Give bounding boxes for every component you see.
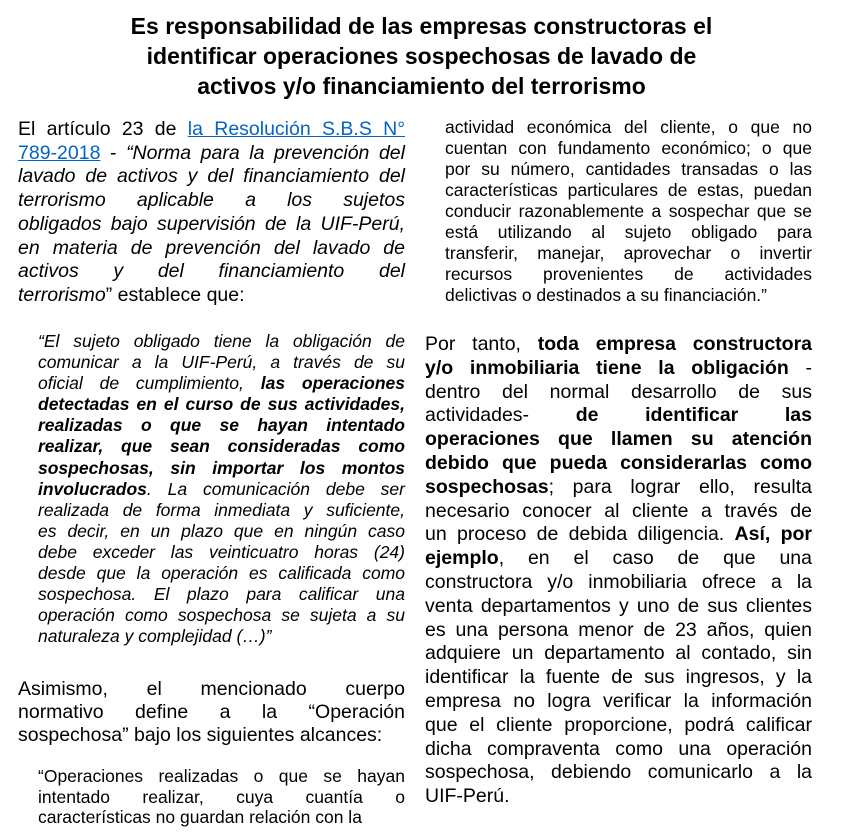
text-run: transferir, manejar, aprovechar o invertir	[445, 243, 812, 263]
text-line	[445, 180, 812, 201]
text-line	[445, 138, 812, 159]
text-run: -	[788, 356, 812, 379]
italic-text: terrorismo	[18, 283, 106, 306]
text-line	[445, 117, 812, 138]
text-run: constructora y/o inmobiliaria ofrece a la	[425, 570, 812, 593]
text-line	[425, 547, 812, 571]
text-line	[38, 605, 405, 626]
text-line	[445, 264, 812, 285]
bold-text: debido que pueda considerarlas como	[425, 451, 812, 474]
italic-text: en materia de prevención del lavado de	[18, 236, 405, 259]
italic-text: oficial de cumplimiento,	[38, 373, 261, 394]
text-run: ; para lograr ello, resulta	[548, 475, 812, 498]
text-line	[38, 807, 405, 828]
text-run: identificar la fuente de sus ingresos, y la	[425, 666, 812, 689]
text-run: necesario conocer al cliente a través de	[425, 499, 812, 522]
text-run: recursos provenientes de actividades	[445, 264, 812, 284]
italic-text: realizada de forma inmediata y suficiente,	[38, 499, 405, 520]
text-line	[425, 714, 812, 738]
text-line	[18, 724, 405, 747]
italic-text: obligados bajo supervisión de la UIF-Perú,	[18, 212, 405, 235]
text-line	[425, 619, 812, 643]
text-line	[425, 690, 812, 714]
text-run: intentado realizar, cuya cuantía o	[38, 786, 405, 807]
bold-text: Así, por	[734, 523, 813, 546]
text-line	[18, 142, 405, 166]
text-line	[18, 165, 405, 189]
text-line	[18, 284, 405, 308]
italic-text: sospechosa. El plazo para calificar una	[38, 584, 405, 605]
text-line	[38, 436, 405, 457]
text-line	[38, 542, 405, 563]
text-line	[38, 500, 405, 521]
italic-text: naturaleza y complejidad (…)”	[38, 626, 272, 647]
title-line: Es responsabilidad de las empresas constructoras el	[130, 13, 713, 39]
bold-text: de identificar las	[575, 404, 813, 427]
text-run: características particulares de estas, puedan	[445, 180, 812, 200]
text-line	[38, 352, 405, 373]
text-line	[425, 523, 812, 547]
text-run: actividad económica del cliente, o que no	[445, 117, 812, 137]
text-run: es una persona menor de 23 años, quien	[425, 618, 812, 641]
text-run: Asimismo, el mencionado cuerpo	[18, 678, 405, 700]
resolution-link[interactable]: la Resolución S.B.S N°	[187, 118, 405, 140]
text-line	[38, 626, 405, 647]
text-run: dentro del normal desarrollo de sus	[425, 380, 812, 403]
text-run: dicha compraventa como una operación	[425, 737, 812, 760]
title-line: identificar operaciones sospechosas de lavado de	[146, 43, 697, 69]
text-line	[425, 404, 812, 428]
text-line	[18, 701, 405, 724]
text-line	[38, 563, 405, 584]
text-run: adquiere un departamento al contado, sin	[425, 642, 812, 665]
bold-text: y/o inmobiliaria tiene la obligación	[425, 356, 789, 379]
text-run: venta departamentos y uno de sus clientes	[425, 594, 812, 617]
text-line	[425, 333, 812, 357]
text-line	[18, 189, 405, 213]
title-line: activos y/o financiamiento del terrorismo	[197, 73, 646, 99]
text-line	[38, 331, 405, 352]
bold-text: sospechosas	[425, 475, 549, 498]
text-run: características no guardan relación con la	[38, 807, 362, 827]
text-line	[445, 243, 812, 264]
text-line	[18, 118, 405, 142]
bold-text: ejemplo	[425, 547, 499, 570]
italic-text: desde que la operación es calificada como	[38, 563, 405, 584]
text-line	[38, 787, 405, 808]
bold-text: realizar, que sean consideradas como	[38, 436, 405, 457]
bold-text: involucrados	[38, 478, 147, 499]
definition-paragraph	[18, 678, 405, 747]
text-line	[38, 521, 405, 542]
text-line	[18, 678, 405, 701]
text-run: un proceso de debida diligencia.	[425, 523, 735, 546]
text-run: Por tanto,	[425, 333, 538, 355]
regulation-quote	[38, 331, 405, 647]
text-run: cuentan con fundamento económico; o que	[445, 138, 812, 158]
bold-text: operaciones que llamen su atención	[425, 428, 812, 451]
text-line	[425, 500, 812, 524]
italic-text: es decir, en un plazo que en ningún caso	[38, 520, 405, 541]
text-line	[38, 766, 405, 787]
text-line	[425, 595, 812, 619]
text-run: conducir razonablemente a sospechar que se	[445, 201, 812, 221]
text-line	[38, 415, 405, 436]
resolution-link[interactable]: 789-2018	[18, 141, 101, 164]
bold-text: toda empresa constructora	[537, 333, 812, 355]
text-line	[425, 642, 812, 666]
text-run: ” establece que:	[105, 283, 245, 306]
bold-text: sospechosas, sin importar los montos	[38, 457, 405, 478]
italic-text: lavado de activos y del financiamiento del	[18, 165, 405, 188]
bold-text: detectadas en el curso de sus actividades,	[38, 394, 405, 415]
italic-text: “Norma para la prevención del	[126, 141, 405, 164]
bold-text: las operaciones	[260, 373, 405, 394]
text-line	[425, 381, 812, 405]
text-run: , en el caso de que una	[498, 547, 812, 570]
text-line	[425, 452, 812, 476]
text-line	[38, 479, 405, 500]
text-line	[18, 260, 405, 284]
italic-text: “El sujeto obligado tiene la obligación de	[38, 331, 405, 351]
text-run: El artículo 23 de	[18, 118, 188, 140]
text-line	[38, 373, 405, 394]
text-line	[425, 428, 812, 452]
article-title	[0, 11, 843, 101]
text-line	[445, 285, 812, 306]
text-run: delictivas o destinados a su financiación.”	[445, 285, 767, 305]
text-run: por su número, cantidades transadas o las	[445, 159, 812, 179]
text-line	[445, 222, 812, 243]
italic-text: debe exceder las veinticuatro horas (24)	[38, 541, 405, 562]
text-line	[445, 201, 812, 222]
text-line	[425, 666, 812, 690]
text-run: -	[100, 141, 127, 164]
italic-text: . La comunicación debe ser	[146, 478, 405, 499]
text-run: está utilizando al sujeto obligado para	[445, 222, 812, 242]
italic-text: operación como sospechosa se sujeta a su	[38, 605, 405, 626]
text-line	[38, 584, 405, 605]
text-run: sospechosa, debiendo comunicarlo a la	[425, 761, 812, 784]
bold-text: realizadas o que se hayan intentado	[38, 415, 405, 436]
text-run: actividades-	[425, 404, 576, 427]
intro-paragraph	[18, 118, 405, 308]
text-line	[425, 571, 812, 595]
text-run: que el cliente proporcione, podrá calificar	[425, 713, 812, 736]
text-line	[425, 761, 812, 785]
text-line	[18, 237, 405, 261]
conclusion-paragraph	[425, 333, 812, 809]
text-line	[38, 394, 405, 415]
text-line	[38, 458, 405, 479]
definition-quote-continued	[445, 117, 812, 306]
text-run: empresa no logra verificar la información	[425, 689, 812, 712]
text-run: “Operaciones realizadas o que se hayan	[38, 766, 405, 786]
italic-text: activos y del financiamiento del	[18, 260, 405, 283]
text-run: normativo define a la “Operación	[18, 701, 405, 723]
text-line	[425, 738, 812, 762]
text-line	[445, 159, 812, 180]
text-line	[425, 476, 812, 500]
text-line	[425, 357, 812, 381]
italic-text: comunicar a la UIF-Perú, a través de su	[38, 352, 405, 373]
text-line	[425, 785, 812, 809]
text-run: UIF-Perú.	[425, 785, 510, 808]
text-run: sospechosa” bajo los siguientes alcances:	[18, 724, 383, 746]
italic-text: terrorismo aplicable a los sujetos	[18, 189, 405, 212]
definition-quote	[38, 766, 405, 828]
text-line	[18, 213, 405, 237]
